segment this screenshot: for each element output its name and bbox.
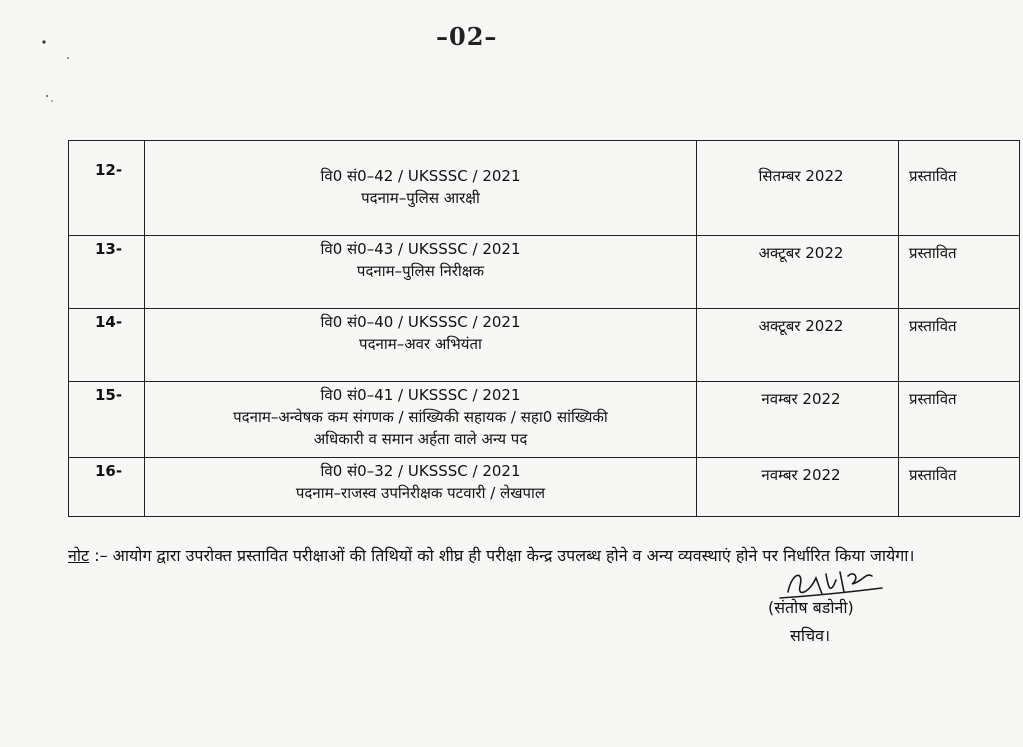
exam-month: नवम्बर 2022 <box>697 382 899 458</box>
signatory-name: (संतोष बडोनी) <box>768 598 854 617</box>
advertisement-number: वि0 सं0–40 / UKSSSC / 2021 <box>320 313 521 331</box>
advertisement-cell <box>145 309 697 382</box>
exam-status: प्रस्तावित <box>899 236 1020 309</box>
post-name: पदनाम–अन्वेषक कम संगणक / सांख्यिकी सहायक / सहा0 सांख्यिकी <box>233 408 608 426</box>
exam-status: प्रस्तावित <box>899 141 1020 236</box>
post-name: पदनाम–राजस्व उपनिरीक्षक पटवारी / लेखपाल <box>295 484 546 502</box>
note-label: नोट <box>68 546 90 565</box>
table-row <box>69 141 1020 236</box>
serial-number: 16- <box>69 458 145 517</box>
advertisement-number: वि0 सं0–42 / UKSSSC / 2021 <box>320 167 521 185</box>
table-row <box>69 458 1020 517</box>
post-name: पदनाम–पुलिस निरीक्षक <box>356 262 485 280</box>
advertisement-number: वि0 सं0–32 / UKSSSC / 2021 <box>320 462 521 480</box>
note-text: :– आयोग द्वारा उपरोक्त प्रस्तावित परीक्षाओं की तिथियों को शीघ्र ही परीक्षा केन्द्र उपलब्ध होने व अन्य व्यवस्थाएं होने पर निर्धारित किया जायेगा। <box>94 546 915 565</box>
post-name: पदनाम–अवर अभियंता <box>359 335 482 353</box>
exam-status: प्रस्तावित <box>899 309 1020 382</box>
advertisement-number: वि0 सं0–43 / UKSSSC / 2021 <box>320 240 521 258</box>
advertisement-number: वि0 सं0–41 / UKSSSC / 2021 <box>320 386 521 404</box>
exam-month: अक्टूबर 2022 <box>697 309 899 382</box>
exam-month: सितम्बर 2022 <box>697 141 899 236</box>
serial-number: 13- <box>69 236 145 309</box>
advertisement-cell <box>145 236 697 309</box>
signatory-title: सचिव। <box>790 626 831 645</box>
post-name: पदनाम–पुलिस आरक्षी <box>361 189 480 207</box>
exam-status: प्रस्तावित <box>899 458 1020 517</box>
table-row <box>69 309 1020 382</box>
exam-schedule-table <box>68 140 1020 517</box>
exam-month: अक्टूबर 2022 <box>697 236 899 309</box>
exam-status: प्रस्तावित <box>899 382 1020 458</box>
exam-month: नवम्बर 2022 <box>697 458 899 517</box>
serial-number: 15- <box>69 382 145 458</box>
advertisement-cell <box>145 382 697 458</box>
advertisement-cell <box>145 458 697 517</box>
table-row <box>69 382 1020 458</box>
table-row <box>69 236 1020 309</box>
advertisement-cell <box>145 141 697 236</box>
page-number: –02– <box>436 22 498 51</box>
serial-number: 12- <box>69 141 145 236</box>
serial-number: 14- <box>69 309 145 382</box>
post-name-continued: अधिकारी व समान अर्हता वाले अन्य पद <box>313 430 528 448</box>
